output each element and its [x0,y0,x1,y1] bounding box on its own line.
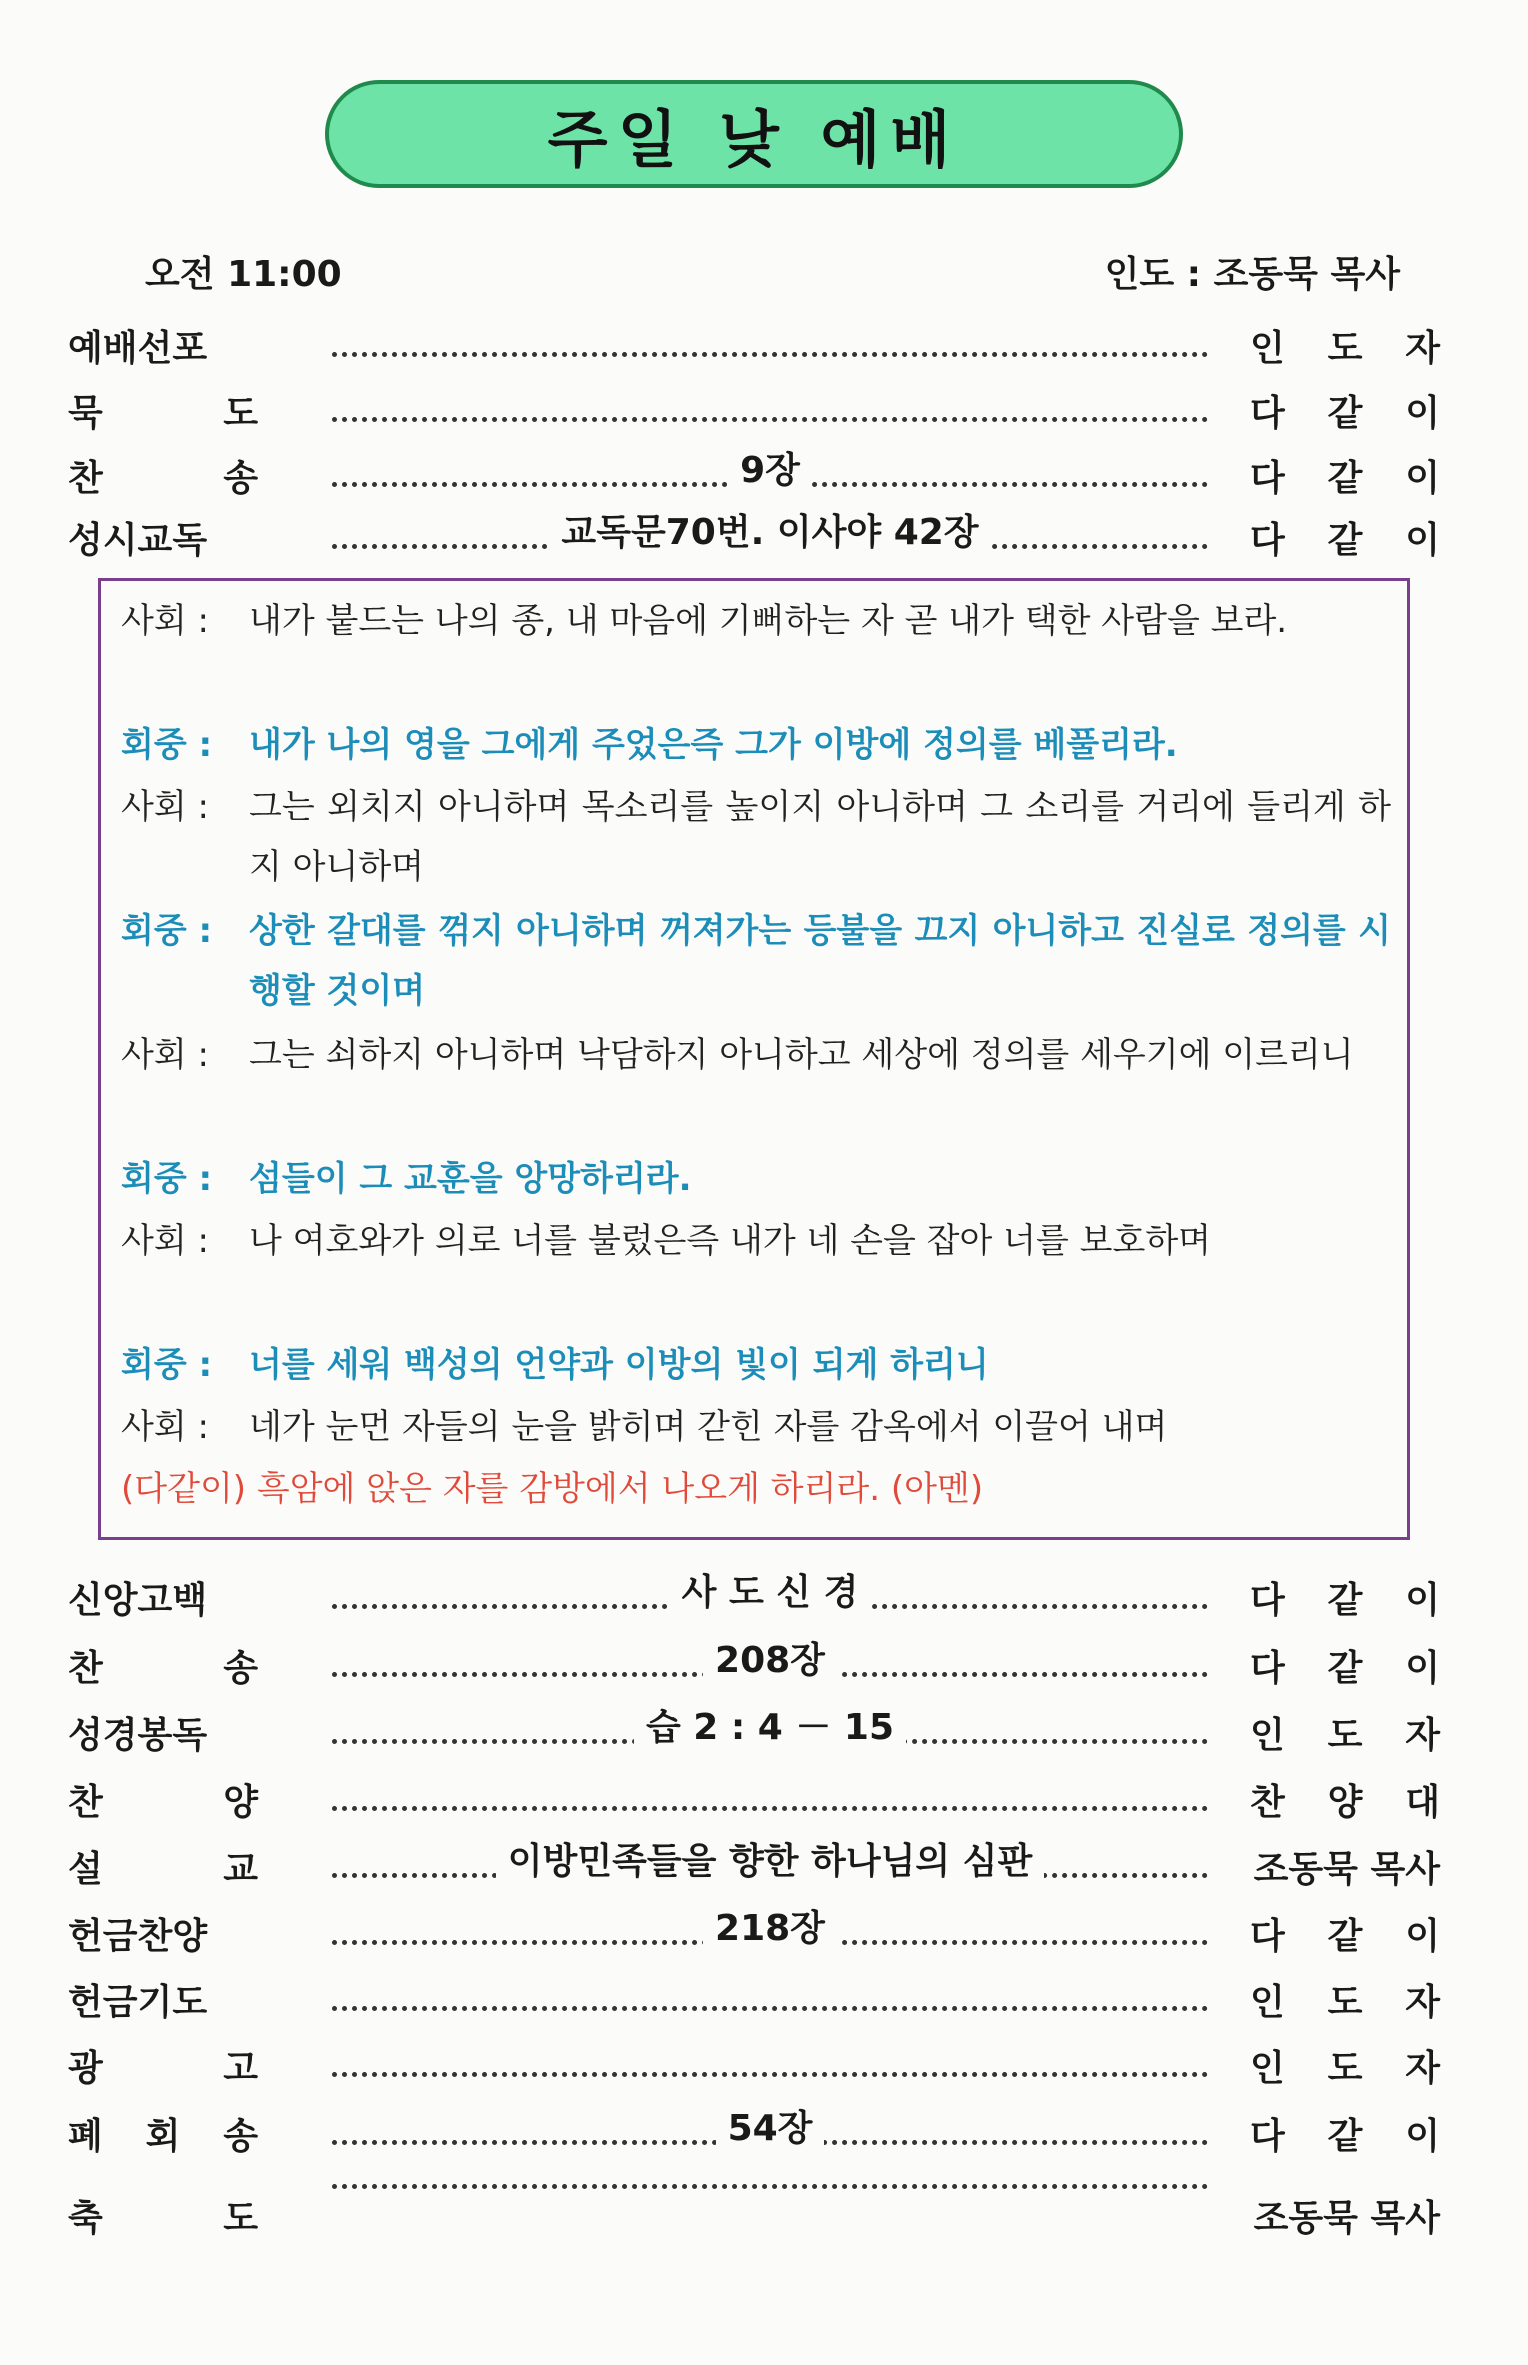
order-row [68,450,1440,504]
reading-speaker: 회중 : [121,911,213,951]
order-content [332,330,1208,360]
order-content: 이방민족들을 향한 하나님의 심판 [332,1851,1208,1881]
order-row [68,2108,1440,2162]
order-row [68,1572,1440,1626]
order-label: 폐 회 송 [68,2116,258,2157]
reading-speaker: 사회 : [121,787,209,827]
order-content: 218장 [332,1918,1208,1948]
order-row [68,1908,1440,1962]
reading-speaker: 사회 : [121,1407,209,1447]
order-label: 묵 도 [68,393,258,434]
reading-text: 그는 쇠하지 아니하며 낙담하지 아니하고 세상에 정의를 세우기에 이르리니 [249,1035,1354,1075]
reading-speaker: 사회 : [121,1221,209,1261]
reading-speaker: 회중 : [121,1159,213,1199]
order-label: 찬 송 [68,458,258,499]
order-label: 성시교독 [68,520,208,561]
order-row [68,512,1440,566]
order-content: 습 2 : 4 － 15 [332,1717,1208,1747]
order-content: 9장 [332,460,1208,490]
order-label: 찬 송 [68,1648,258,1689]
order-content [332,2050,1208,2080]
order-row [68,2040,1440,2094]
order-label: 신앙고백 [68,1580,208,1621]
order-row [68,1974,1440,2028]
order-content [332,1784,1208,1814]
order-row [68,385,1440,439]
title-banner [325,80,1183,188]
order-person: 인 도 자 [1250,1982,1440,2023]
reading-speaker: 사회 : [121,1035,209,1075]
reading-text: 상한 갈대를 꺾지 아니하며 꺼져가는 등불을 끄지 아니하고 진실로 정의를 시행할 것이며 [249,911,1391,1011]
order-label: 성경봉독 [68,1715,208,1756]
reading-speaker: 사회 : [121,601,209,641]
page-title: 주일 낮 예배 [547,102,961,176]
order-person: 인 도 자 [1250,328,1440,369]
responsive-reading-box [98,578,1410,1540]
order-content: 사 도 신 경 [332,1582,1208,1612]
reading-speaker: 회중 : [121,725,213,765]
order-row [68,1707,1440,1761]
reading-text: 내가 나의 영을 그에게 주었은즉 그가 이방에 정의를 베풀리라. [249,725,1178,765]
order-row [68,320,1440,374]
order-person: 찬 양 대 [1250,1782,1440,1823]
reading-text: 네가 눈먼 자들의 눈을 밝히며 갇힌 자를 감옥에서 이끌어 내며 [249,1407,1168,1447]
order-person: 다 같 이 [1250,1580,1440,1621]
order-label: 설 교 [68,1849,258,1890]
reading-text: 너를 세워 백성의 언약과 이방의 빛이 되게 하리니 [249,1345,989,1385]
order-person: 조동묵 목사 [1253,1849,1440,1890]
order-row [68,1774,1440,1828]
reading-speaker: 회중 : [121,1345,213,1385]
order-label: 헌금기도 [68,1982,208,2023]
order-label: 찬 양 [68,1782,258,1823]
order-content: 208장 [332,1650,1208,1680]
order-row [68,1640,1440,1694]
order-row [68,1841,1440,1895]
order-person: 인 도 자 [1250,2048,1440,2089]
order-label: 헌금찬양 [68,1916,208,1957]
reading-text: 그는 외치지 아니하며 목소리를 높이지 아니하며 그 소리를 거리에 들리게 하지 아니하며 [249,787,1391,887]
order-person: 다 같 이 [1250,1916,1440,1957]
order-person: 조동묵 목사 [1253,2198,1440,2239]
reading-text: 섬들이 그 교훈을 앙망하리라. [249,1159,692,1199]
order-content [332,1984,1208,2014]
reading-text: (다같이) 흑암에 앉은 자를 감방에서 나오게 하리라. (아멘) [121,1469,984,1509]
order-content: 54장 [332,2118,1208,2148]
order-content [332,395,1208,425]
order-person: 인 도 자 [1250,1715,1440,1756]
order-label: 예배선포 [68,328,208,369]
order-content [332,2162,1208,2192]
order-person: 다 같 이 [1250,520,1440,561]
reading-text: 나 여호와가 의로 너를 불렀은즉 내가 네 손을 잡아 너를 보호하며 [249,1221,1212,1261]
service-time: 오전 11:00 [145,254,342,295]
order-person: 다 같 이 [1250,1648,1440,1689]
order-row [68,2190,1440,2244]
order-label: 축 도 [68,2198,258,2239]
order-person: 다 같 이 [1250,2116,1440,2157]
order-label: 광 고 [68,2048,258,2089]
service-leader: 인도 : 조동묵 목사 [1104,254,1400,295]
order-person: 다 같 이 [1250,393,1440,434]
order-content: 교독문70번. 이사야 42장 [332,522,1208,552]
order-person: 다 같 이 [1250,458,1440,499]
reading-text: 내가 붙드는 나의 종, 내 마음에 기뻐하는 자 곧 내가 택한 사람을 보라. [249,601,1288,641]
